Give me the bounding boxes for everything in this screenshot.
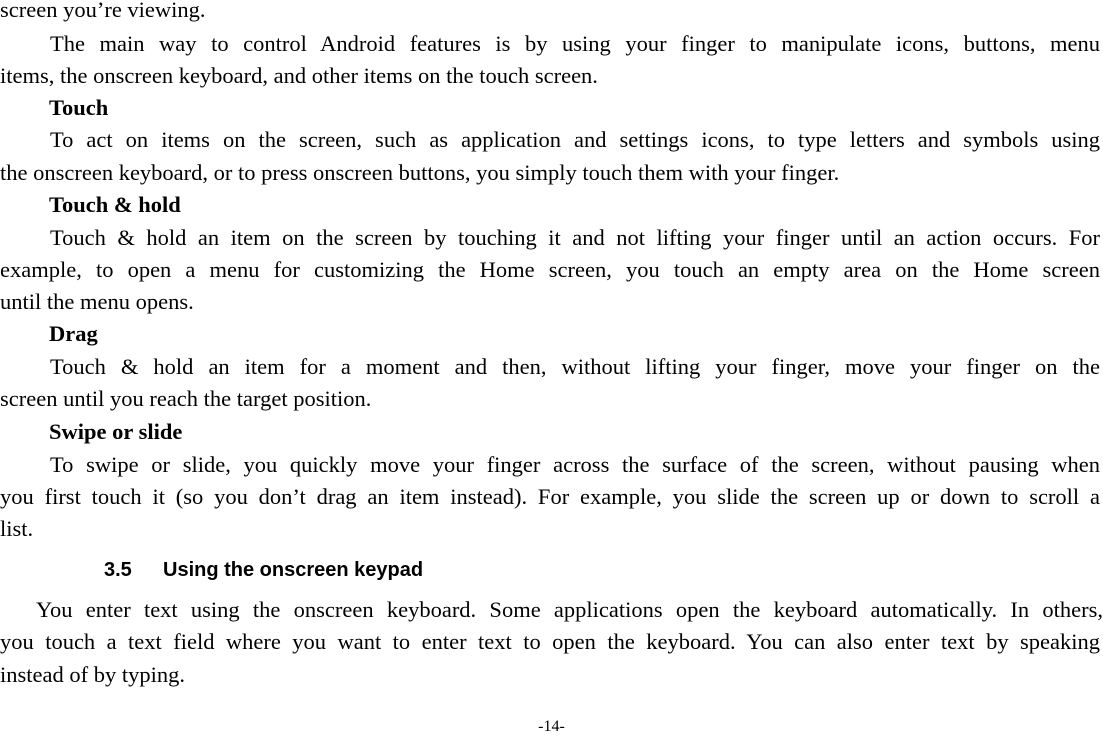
touch-hold-paragraph-line-1: Touch & hold an item on the screen by touching it and not lifting your finger until an action occurs. For <box>50 225 1100 250</box>
swipe-heading: Swipe or slide <box>49 419 183 444</box>
touch-hold-paragraph-line-2: example, to open a menu for customizing the Home screen, you touch an empty area on the Home screen <box>0 257 1100 282</box>
touch-hold-paragraph-line-3: until the menu opens. <box>0 289 194 314</box>
touch-paragraph-line-2: the onscreen keyboard, or to press onscreen buttons, you simply touch them with your finger. <box>0 160 840 185</box>
swipe-paragraph-line-3: list. <box>0 516 34 541</box>
keyboard-paragraph-line-2: you touch a text field where you want to enter text to open the keyboard. You can also enter text by speaking <box>0 629 1100 654</box>
touch-heading: Touch <box>49 95 109 120</box>
carryover-line: screen you’re viewing. <box>0 0 206 22</box>
drag-paragraph-line-1: Touch & hold an item for a moment and then, without lifting your finger, move your finger on the <box>50 354 1100 379</box>
intro-paragraph-line-1: The main way to control Android features is by using your finger to manipulate icons, buttons, menu <box>50 31 1100 56</box>
swipe-paragraph-line-2: you first touch it (so you don’t drag an item instead). For example, you slide the screen up or down to scroll a <box>0 484 1100 509</box>
intro-paragraph-line-2: items, the onscreen keyboard, and other items on the touch screen. <box>0 63 598 88</box>
touch-hold-heading: Touch & hold <box>49 192 181 217</box>
keyboard-paragraph-line-3: instead of by typing. <box>0 662 185 687</box>
keyboard-paragraph-line-1: You enter text using the onscreen keyboard. Some applications open the keyboard automatically. In others, <box>36 597 1103 622</box>
touch-paragraph-line-1: To act on items on the screen, such as application and settings icons, to type letters and symbols using <box>50 127 1100 152</box>
section-title: Using the onscreen keypad <box>163 559 424 581</box>
page-number: -14- <box>538 718 565 735</box>
section-number: 3.5 <box>104 559 132 581</box>
drag-paragraph-line-2: screen until you reach the target position. <box>0 386 372 411</box>
swipe-paragraph-line-1: To swipe or slide, you quickly move your finger across the surface of the screen, without pausing when <box>50 452 1100 477</box>
drag-heading: Drag <box>49 321 98 346</box>
